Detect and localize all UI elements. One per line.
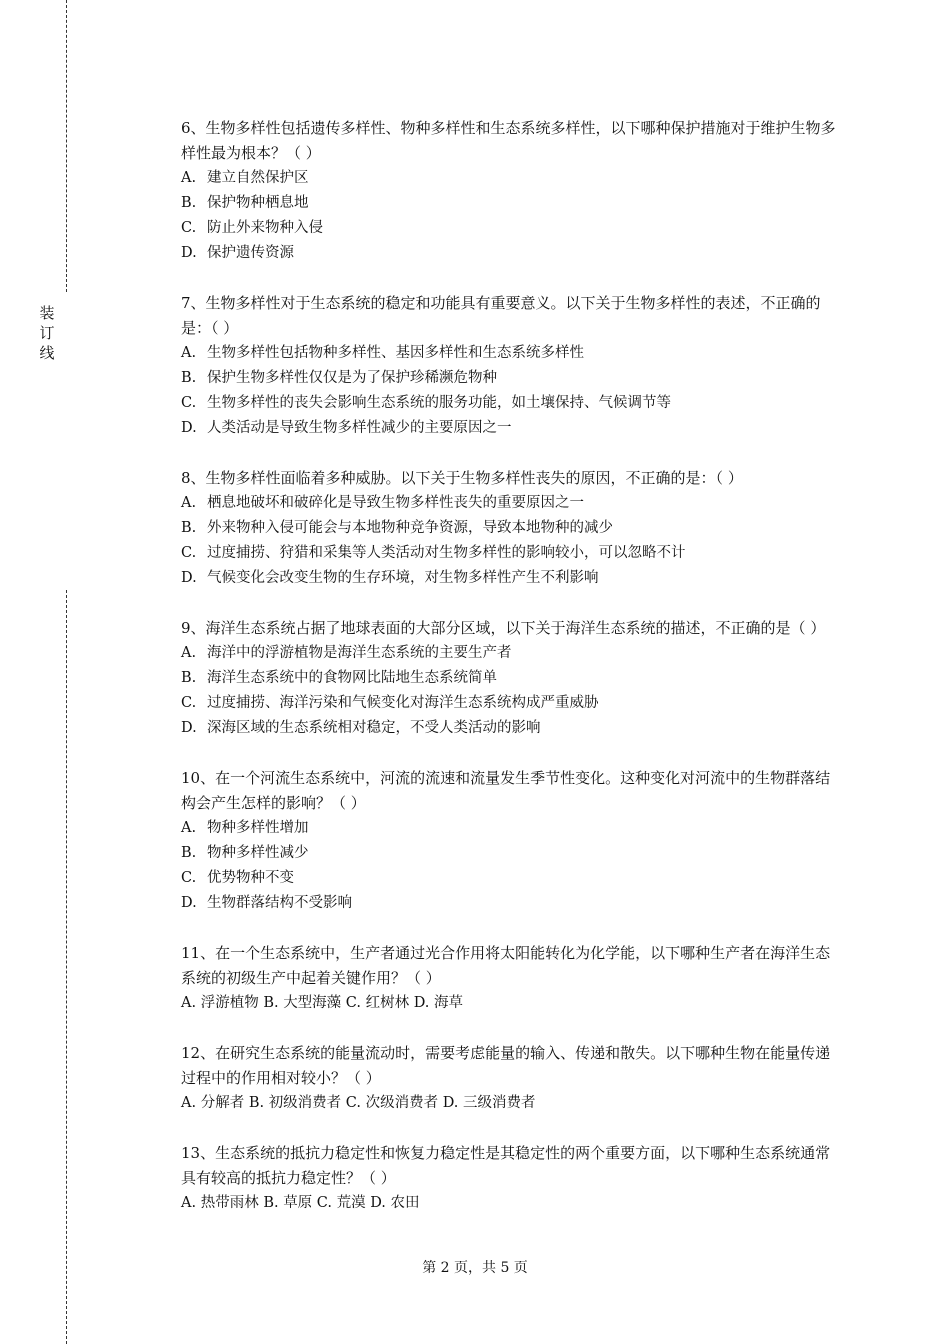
inline-options xyxy=(181,1091,839,1116)
option-text: 红树林 xyxy=(365,995,410,1011)
option-text: 海洋生态系统中的食物网比陆地生态系统简单 xyxy=(207,670,497,686)
option-letter: A. xyxy=(181,1095,197,1111)
option-text: 三级消费者 xyxy=(463,1095,536,1111)
option-letter: C. xyxy=(345,1095,361,1111)
option-text: 生物多样性的丧失会影响生态系统的服务功能，如土壤保持、气候调节等 xyxy=(207,395,671,411)
option-text: 草原 xyxy=(283,1195,313,1211)
option-text: 农田 xyxy=(390,1195,420,1211)
option-text: 生物多样性包括物种多样性、基因多样性和生态系统多样性 xyxy=(207,345,584,361)
question-6 xyxy=(181,116,839,266)
question-13 xyxy=(181,1141,839,1216)
option-d xyxy=(181,891,839,916)
question-7 xyxy=(181,291,839,441)
option-text: 深海区域的生态系统相对稳定，不受人类活动的影响 xyxy=(207,720,541,736)
option-text: 初级消费者 xyxy=(268,1095,342,1111)
option-text: 过度捕捞、狩猎和采集等人类活动对生物多样性的影响较小，可以忽略不计 xyxy=(207,545,686,561)
inline-options xyxy=(181,1191,839,1216)
option-letter: C. xyxy=(316,1195,332,1211)
option-a xyxy=(181,341,839,366)
option-text: 建立自然保护区 xyxy=(207,170,309,186)
option-letter: A. xyxy=(181,170,197,186)
option-letter: C. xyxy=(181,220,197,236)
option-c xyxy=(181,391,839,416)
option-b xyxy=(181,666,839,691)
inline-options xyxy=(181,991,839,1016)
option-letter: D. xyxy=(181,895,197,911)
option-text: 气候变化会改变生物的生存环境，对生物多样性产生不利影响 xyxy=(207,570,599,586)
question-stem: 11、在一个生态系统中，生产者通过光合作用将太阳能转化为化学能，以下哪种生产者在海洋生态系统的初级生产中起着关键作用？（ ） xyxy=(181,944,831,987)
question-8 xyxy=(181,466,839,591)
option-c xyxy=(181,691,839,716)
binding-dashed-line-bottom xyxy=(66,590,67,1344)
option-letter: D. xyxy=(442,1095,459,1111)
option-text: 分解者 xyxy=(200,1095,245,1111)
option-text: 生物群落结构不受影响 xyxy=(207,895,352,911)
option-c xyxy=(181,541,839,566)
option-letter: A. xyxy=(181,820,197,836)
option-text: 保护生物多样性仅仅是为了保护珍稀濒危物种 xyxy=(207,370,497,386)
option-letter: D. xyxy=(370,1195,386,1211)
option-c xyxy=(181,866,839,891)
option-d xyxy=(181,416,839,441)
question-stem: 10、在一个河流生态系统中，河流的流速和流量发生季节性变化。这种变化对河流中的生物群落结构会产生怎样的影响？（ ） xyxy=(181,769,831,812)
option-text: 人类活动是导致生物多样性减少的主要原因之一 xyxy=(207,420,512,436)
option-letter: D. xyxy=(181,245,197,261)
option-letter: D. xyxy=(181,420,197,436)
option-text: 大型海藻 xyxy=(283,995,342,1011)
option-letter: C. xyxy=(345,995,361,1011)
option-text: 防止外来物种入侵 xyxy=(207,220,323,236)
option-letter: A. xyxy=(181,1195,197,1211)
option-letter: B. xyxy=(181,520,197,536)
option-text: 物种多样性减少 xyxy=(207,845,309,861)
question-11 xyxy=(181,941,839,1016)
question-list xyxy=(181,116,839,1241)
option-text: 次级消费者 xyxy=(365,1095,439,1111)
option-text: 物种多样性增加 xyxy=(207,820,309,836)
option-text: 优势物种不变 xyxy=(207,870,294,886)
option-letter: D. xyxy=(181,720,197,736)
binding-char: 线 xyxy=(39,344,55,362)
option-letter: A. xyxy=(181,995,197,1011)
option-a xyxy=(181,816,839,841)
option-letter: A. xyxy=(181,645,197,661)
option-d xyxy=(181,566,839,591)
option-text: 保护遗传资源 xyxy=(207,245,294,261)
option-text: 海洋中的浮游植物是海洋生态系统的主要生产者 xyxy=(207,645,512,661)
option-letter: C. xyxy=(181,695,197,711)
question-stem: 9、海洋生态系统占据了地球表面的大部分区域，以下关于海洋生态系统的描述，不正确的是（ ） xyxy=(181,619,826,637)
option-d xyxy=(181,241,839,266)
option-letter: B. xyxy=(263,1195,279,1211)
option-text: 外来物种入侵可能会与本地物种竞争资源，导致本地物种的减少 xyxy=(207,520,613,536)
option-a xyxy=(181,641,839,666)
question-stem: 8、生物多样性面临着多种威胁。以下关于生物多样性丧失的原因，不正确的是：（ ） xyxy=(181,469,743,487)
binding-dashed-line-top xyxy=(66,0,67,292)
option-b xyxy=(181,366,839,391)
option-text: 荒漠 xyxy=(336,1195,366,1211)
page-number: 第 2 页，共 5 页 xyxy=(422,1260,528,1276)
option-b xyxy=(181,191,839,216)
option-letter: B. xyxy=(181,845,197,861)
option-letter: D. xyxy=(181,570,197,586)
question-12 xyxy=(181,1041,839,1116)
option-text: 保护物种栖息地 xyxy=(207,195,309,211)
option-d xyxy=(181,716,839,741)
option-letter: B. xyxy=(181,195,197,211)
binding-char: 装 xyxy=(39,304,55,322)
option-b xyxy=(181,516,839,541)
option-text: 栖息地破坏和破碎化是导致生物多样性丧失的重要原因之一 xyxy=(207,495,584,511)
binding-char: 订 xyxy=(39,324,55,342)
option-b xyxy=(181,841,839,866)
option-text: 海草 xyxy=(434,995,464,1011)
option-letter: A. xyxy=(181,495,197,511)
option-letter: C. xyxy=(181,395,197,411)
page-footer xyxy=(0,1257,950,1277)
option-letter: B. xyxy=(248,1095,265,1111)
question-stem: 7、生物多样性对于生态系统的稳定和功能具有重要意义。以下关于生物多样性的表述，不正确的是：（ ） xyxy=(181,294,821,337)
question-stem: 12、在研究生态系统的能量流动时，需要考虑能量的输入、传递和散失。以下哪种生物在能量传递过程中的作用相对较小？（ ） xyxy=(181,1044,831,1087)
question-stem: 6、生物多样性包括遗传多样性、物种多样性和生态系统多样性，以下哪种保护措施对于维护生物多样性最为根本？（ ） xyxy=(181,119,836,162)
option-text: 过度捕捞、海洋污染和气候变化对海洋生态系统构成严重威胁 xyxy=(207,695,599,711)
option-text: 热带雨林 xyxy=(200,1195,259,1211)
option-letter: A. xyxy=(181,345,197,361)
question-10 xyxy=(181,766,839,916)
question-9 xyxy=(181,616,839,741)
question-stem: 13、生态系统的抵抗力稳定性和恢复力稳定性是其稳定性的两个重要方面，以下哪种生态系统通常具有较高的抵抗力稳定性？（ ） xyxy=(181,1144,831,1187)
option-letter: B. xyxy=(263,995,279,1011)
option-letter: C. xyxy=(181,870,197,886)
option-a xyxy=(181,491,839,516)
option-text: 浮游植物 xyxy=(200,995,259,1011)
option-letter: B. xyxy=(181,670,197,686)
binding-label xyxy=(36,303,58,363)
option-letter: B. xyxy=(181,370,197,386)
option-c xyxy=(181,216,839,241)
option-a xyxy=(181,166,839,191)
option-letter: D. xyxy=(413,995,430,1011)
option-letter: C. xyxy=(181,545,197,561)
